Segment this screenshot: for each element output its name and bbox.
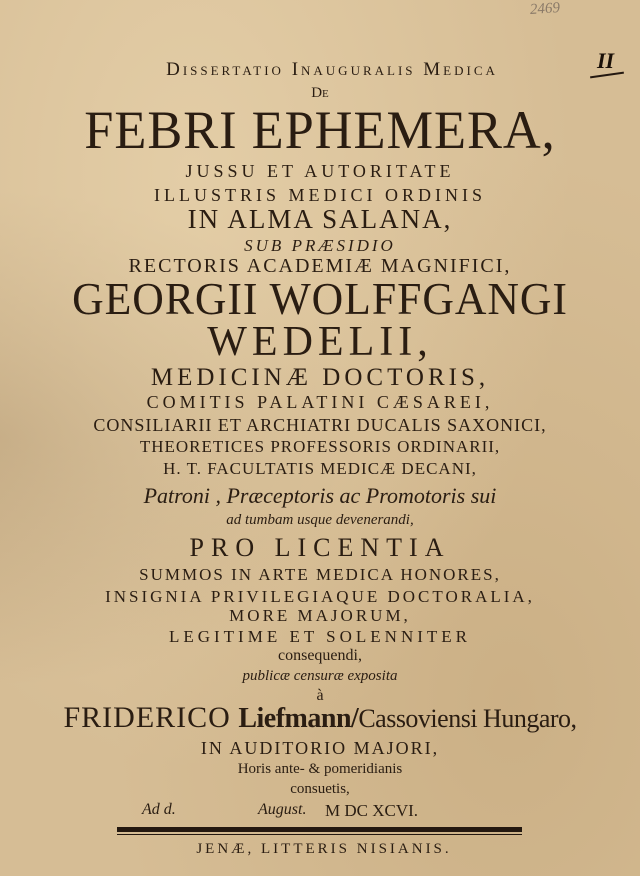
imprint-rule-thick bbox=[117, 827, 522, 832]
shelf-mark: II bbox=[597, 48, 615, 73]
rectoris-line: RECTORIS ACADEMIÆ MAGNIFICI, bbox=[128, 255, 512, 277]
alma-salana-line: IN ALMA SALANA, bbox=[187, 204, 453, 234]
imprint: JENÆ, LITTERIS NISIANIS. bbox=[196, 841, 452, 857]
theoretices-line: THEORETICES PROFESSORIS ORDINARII, bbox=[139, 437, 501, 456]
date-month: August. bbox=[258, 801, 307, 818]
pro-licentia-line: PRO LICENTIA bbox=[189, 533, 451, 562]
consequendi-line: consequendi, bbox=[278, 647, 362, 664]
more-majorum-line: MORE MAJORUM, bbox=[229, 606, 411, 625]
a-line: à bbox=[316, 687, 324, 704]
medicinae-doctoris-line: MEDICINÆ DOCTORIS, bbox=[150, 364, 490, 391]
main-title: FEBRI EPHEMERA, bbox=[84, 100, 556, 160]
jussu-line: JUSSU ET AUTORITATE bbox=[185, 161, 455, 181]
illustris-line: ILLUSTRIS MEDICI ORDINIS bbox=[154, 185, 486, 205]
censurae-line: publicæ censuræ exposita bbox=[242, 668, 398, 684]
consuetis-line: consuetis, bbox=[290, 781, 350, 797]
author-surname: Liefmann/ bbox=[238, 703, 359, 734]
patroni-line: Patroni , Præceptoris ac Promotoris sui bbox=[143, 483, 497, 508]
praesidio-line: SUB PRÆSIDIO bbox=[244, 236, 396, 255]
devenerandi-line: ad tumbam usque devenerandi, bbox=[226, 512, 414, 528]
summos-line: SUMMOS IN ARTE MEDICA HONORES, bbox=[139, 565, 501, 584]
author-line bbox=[0, 703, 640, 733]
legitime-line: LEGITIME ET SOLENNITER bbox=[168, 627, 472, 646]
imprint-rule-thin bbox=[117, 834, 522, 835]
catalog-number: 2469 bbox=[529, 0, 561, 19]
consiliarii-line: CONSILIARII ET ARCHIATRI DUCALIS SAXONICI, bbox=[93, 415, 547, 435]
date-year: M DC XCVI. bbox=[325, 801, 419, 820]
auditorio-line: IN AUDITORIO MAJORI, bbox=[200, 738, 440, 758]
author-origin: Cassoviensi Hungaro, bbox=[358, 704, 577, 733]
de-line: De bbox=[311, 85, 329, 101]
comitis-line: COMITIS PALATINI CÆSAREI, bbox=[146, 392, 494, 412]
decani-line: H. T. FACULTATIS MEDICÆ DECANI, bbox=[163, 459, 477, 478]
praeses-surname: WEDELII, bbox=[207, 319, 433, 365]
insignia-line: INSIGNIA PRIVILEGIAQUE DOCTORALIA, bbox=[105, 587, 535, 606]
dissertation-heading: Dissertatio Inauguralis Medica bbox=[166, 59, 498, 80]
horis-line: Horis ante- & pomeridianis bbox=[237, 761, 403, 777]
praeses-given-names: GEORGII WOLFFGANGI bbox=[72, 273, 568, 324]
date-day: Ad d. bbox=[142, 801, 176, 818]
author-given-name: FRIDERICO bbox=[63, 701, 231, 734]
